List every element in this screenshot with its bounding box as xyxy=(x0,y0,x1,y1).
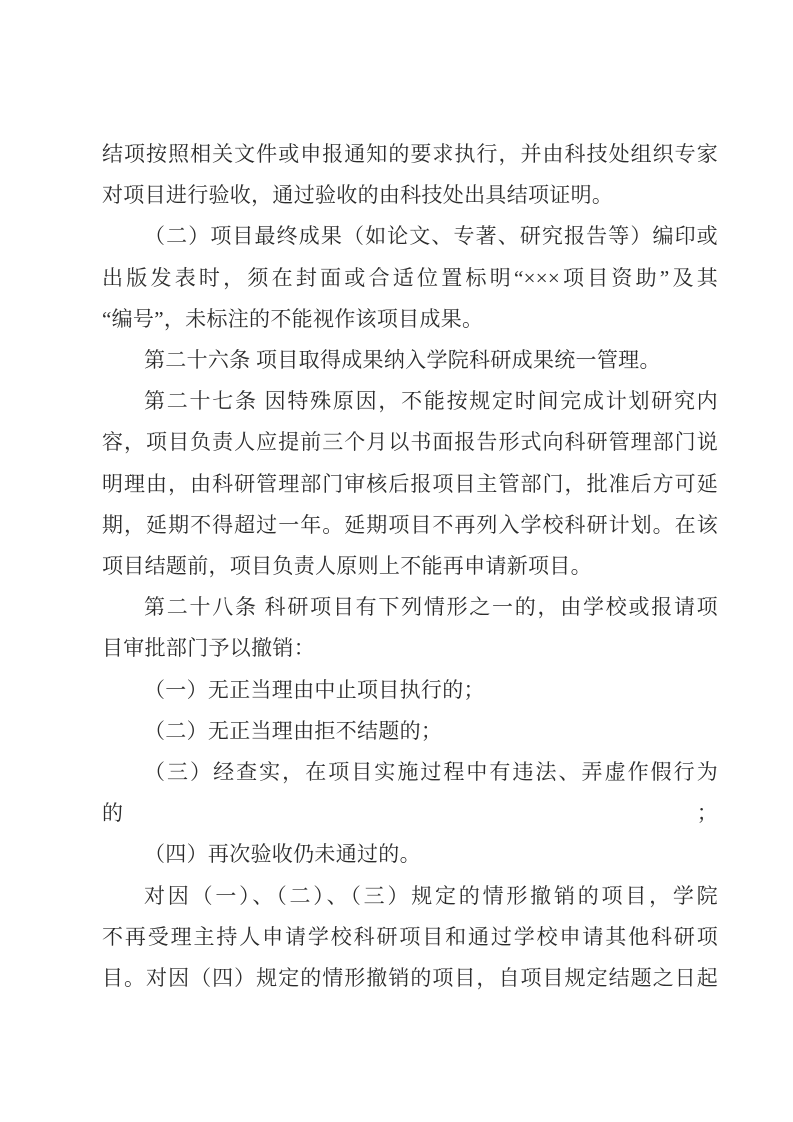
text-line: （三）经查实，在项目实施过程中有违法、弄虚作假行为的； xyxy=(102,760,718,826)
text-line: 目审批部门予以撤销： xyxy=(102,636,315,661)
text-line: 期，延期不得超过一年。延期项目不再列入学校科研计划。在该 xyxy=(102,512,718,537)
text-line: 对项目进行验收，通过验收的由科技处出具结项证明。 xyxy=(102,183,614,208)
document-body xyxy=(102,134,718,999)
text-line: （二）无正当理由拒不结题的； xyxy=(144,718,443,743)
text-line: 第二十八条 科研项目有下列情形之一的，由学校或报请项 xyxy=(144,595,718,620)
text-line: （一）无正当理由中止项目执行的； xyxy=(144,677,485,702)
text-line: “编号”，未标注的不能视作该项目成果。 xyxy=(102,306,484,331)
text-line: 项目结题前，项目负责人原则上不能再申请新项目。 xyxy=(102,554,592,579)
text-line: （四）再次验收仍未通过的。 xyxy=(144,842,421,867)
text-line: （二）项目最终成果（如论文、专著、研究报告等）编印或 xyxy=(144,224,718,249)
text-line: 第二十六条 项目取得成果纳入学院科研成果统一管理。 xyxy=(144,348,661,373)
text-line: 出版发表时，须在封面或合适位置标明“×××项目资助”及其 xyxy=(102,265,718,290)
text-line: 结项按照相关文件或申报通知的要求执行，并由科技处组织专家 xyxy=(102,142,718,166)
text-line: 明理由，由科研管理部门审核后报项目主管部门，批准后方可延 xyxy=(102,471,718,496)
text-line: 容，项目负责人应提前三个月以书面报告形式向科研管理部门说 xyxy=(102,430,718,455)
text-line: 不再受理主持人申请学校科研项目和通过学校申请其他科研项 xyxy=(102,924,718,949)
text-line: 目。对因（四）规定的情形撤销的项目，自项目规定结题之日起 xyxy=(102,966,718,991)
text-line: 第二十七条 因特殊原因，不能按规定时间完成计划研究内 xyxy=(144,389,718,414)
text-line: 对因（一）、（二）、（三）规定的情形撤销的项目，学院 xyxy=(144,883,718,908)
